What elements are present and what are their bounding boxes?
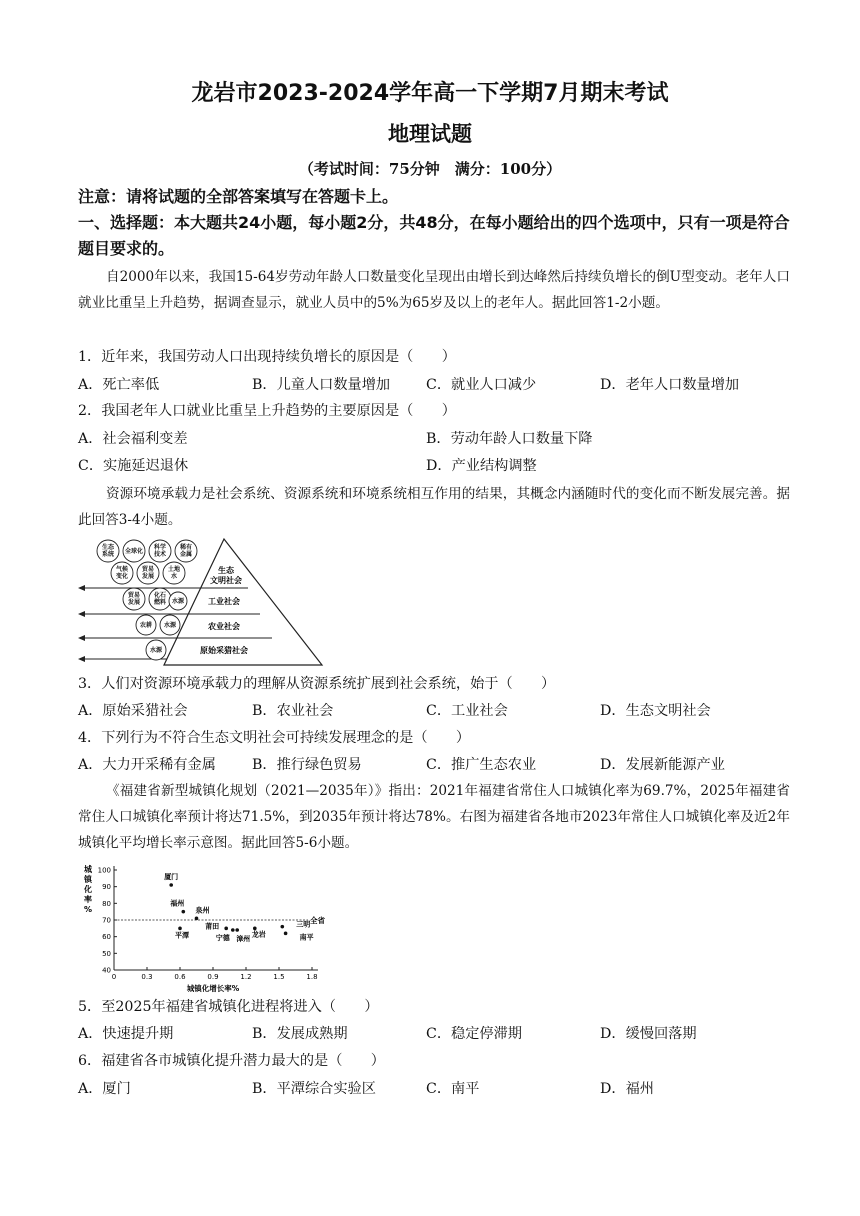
option-d[interactable]: D．产业结构调整 bbox=[426, 458, 537, 474]
option-a[interactable]: A．厦门 bbox=[78, 1081, 131, 1097]
option-c[interactable]: C．稳定停滞期 bbox=[426, 1026, 522, 1042]
subject-title: 地理试题 bbox=[388, 122, 472, 146]
data-point-福州 bbox=[182, 910, 186, 914]
passage-2: 资源环境承载力是社会系统、资源系统和环境系统相互作用的结果，其概念内涵随时代的变化而不断发展完善。据此回答3-4小题。 bbox=[78, 486, 790, 528]
option-c[interactable]: C．就业人口减少 bbox=[426, 377, 537, 393]
option-b[interactable]: B．发展成熟期 bbox=[252, 1026, 348, 1042]
svg-text:全球化: 全球化 bbox=[124, 548, 144, 555]
exam-title: 龙岩市2023-2024学年高一下学期7月期末考试 bbox=[191, 81, 669, 106]
option-a[interactable]: A．大力开采稀有金属 bbox=[78, 757, 216, 773]
option-c[interactable]: C．南平 bbox=[426, 1081, 480, 1097]
question-2: 2．我国老年人口就业比重呈上升趋势的主要原因是（ ） bbox=[78, 403, 456, 419]
x-axis-label: 城镇化增长率% bbox=[186, 984, 240, 993]
y-tick-label: 50 bbox=[102, 949, 111, 958]
option-c[interactable]: C．实施延迟退休 bbox=[78, 458, 189, 474]
question-5: 5．至2025年福建省城镇化进程将进入（ ） bbox=[78, 999, 379, 1015]
question-1-options bbox=[78, 373, 790, 397]
option-b[interactable]: B．农业社会 bbox=[252, 703, 334, 719]
question-6-options bbox=[78, 1077, 790, 1101]
option-a[interactable]: A．死亡率低 bbox=[78, 377, 160, 393]
svg-text:气候变化: 气候变化 bbox=[115, 566, 129, 580]
question-5-options bbox=[78, 1022, 790, 1046]
data-point-厦门 bbox=[169, 883, 173, 887]
passage-3: 《福建省新型城镇化规划（2021—2035年）》指出：2021年福建省常住人口城镇化率为69.7%，2025年福建省常住人口城镇化率预计将达71.5%，到2035年预计将达78%。右图为福建省各地市2023年常住人口城镇化率及近2年城镇化平均增长率示意图。据此回答5-6小题。 bbox=[78, 783, 790, 851]
question-2-options-row1 bbox=[78, 427, 790, 451]
y-tick-label: 70 bbox=[102, 916, 111, 925]
x-tick-label: 1.8 bbox=[306, 973, 318, 981]
data-label: 三明 bbox=[296, 920, 311, 929]
data-point-泉州 bbox=[195, 917, 199, 921]
passage-1: 自2000年以来，我国15-64岁劳动年龄人口数量变化呈现出由增长到达峰然后持续负增长的倒U型变动。老年人口就业比重呈上升趋势，据调查显示，就业人员中的5%为65岁及以上的老年人。据此回答1-2小题。 bbox=[78, 269, 790, 311]
data-label: 平潭 bbox=[175, 931, 189, 940]
option-b[interactable]: B．劳动年龄人口数量下降 bbox=[426, 431, 593, 447]
option-d[interactable]: D．老年人口数量增加 bbox=[600, 377, 740, 393]
data-point-漳州 bbox=[235, 928, 239, 932]
svg-text:水源: 水源 bbox=[163, 622, 177, 629]
question-3-options bbox=[78, 699, 790, 723]
option-b[interactable]: B．儿童人口数量增加 bbox=[252, 377, 391, 393]
section-heading: 一、选择题：本大题共24小题，每小题2分，共48分，在每小题给出的四个选项中，只有一项是符合题目要求的。 bbox=[78, 213, 790, 258]
question-1: 1．近年来，我国劳动人口出现持续负增长的原因是（ ） bbox=[78, 349, 456, 365]
option-a[interactable]: A．原始采猎社会 bbox=[78, 703, 188, 719]
option-d[interactable]: D．生态文明社会 bbox=[600, 703, 711, 719]
y-tick-label: 60 bbox=[102, 933, 111, 942]
x-tick-label: 0.9 bbox=[207, 973, 219, 981]
svg-text:生态系统: 生态系统 bbox=[101, 544, 115, 558]
data-point-三明 bbox=[281, 925, 285, 929]
svg-text:农耕: 农耕 bbox=[139, 622, 153, 629]
data-label: 龙岩 bbox=[251, 930, 266, 939]
data-label: 南平 bbox=[299, 933, 314, 942]
notice: 注意：请将试题的全部答案填写在答题卡上。 bbox=[78, 187, 399, 206]
option-c[interactable]: C．推广生态农业 bbox=[426, 757, 537, 773]
option-c[interactable]: C．工业社会 bbox=[426, 703, 508, 719]
x-tick-label: 1.5 bbox=[273, 973, 285, 981]
svg-text:土地水: 土地水 bbox=[167, 566, 181, 580]
option-d[interactable]: D．福州 bbox=[600, 1081, 654, 1097]
svg-text:贸易发展: 贸易发展 bbox=[127, 592, 141, 606]
arrow-head bbox=[78, 656, 85, 662]
option-a[interactable]: A．社会福利变差 bbox=[78, 431, 188, 447]
question-3: 3．人们对资源环境承载力的理解从资源系统扩展到社会系统，始于（ ） bbox=[78, 676, 556, 692]
arrow-head bbox=[78, 611, 85, 617]
data-label: 漳州 bbox=[236, 935, 251, 943]
question-4: 4．下列行为不符合生态文明社会可持续发展理念的是（ ） bbox=[78, 730, 471, 746]
svg-text:化石燃料: 化石燃料 bbox=[153, 592, 167, 606]
arrow-head bbox=[78, 635, 85, 641]
data-label: 泉州 bbox=[195, 906, 210, 915]
option-a[interactable]: A．快速提升期 bbox=[78, 1026, 174, 1042]
x-tick-label: 0.3 bbox=[141, 973, 153, 981]
svg-text:贸易发展: 贸易发展 bbox=[141, 566, 155, 580]
y-tick-label: 40 bbox=[102, 966, 111, 975]
y-tick-label: 100 bbox=[97, 866, 111, 875]
question-2-options-row2 bbox=[78, 454, 790, 478]
data-label: 福州 bbox=[170, 899, 185, 908]
exam-info: （考试时间：75分钟 满分：100分） bbox=[298, 160, 562, 178]
option-d[interactable]: D．发展新能源产业 bbox=[600, 757, 725, 773]
x-tick-label: 1.2 bbox=[240, 973, 252, 981]
data-label: 莆田 bbox=[205, 922, 220, 931]
option-b[interactable]: B．推行绿色贸易 bbox=[252, 757, 362, 773]
level-ecological: 生态文明社会 bbox=[210, 566, 242, 585]
data-point-宁德 bbox=[231, 928, 235, 932]
level-industrial: 工业社会 bbox=[208, 597, 240, 606]
svg-text:稀有金属: 稀有金属 bbox=[179, 544, 193, 558]
level-primitive: 原始采猎社会 bbox=[200, 646, 248, 655]
data-point-南平 bbox=[284, 932, 288, 936]
data-label: 宁德 bbox=[215, 934, 230, 942]
data-point-平潭 bbox=[178, 927, 182, 931]
y-tick-label: 80 bbox=[102, 899, 111, 908]
question-6: 6．福建省各市城镇化提升潜力最大的是（ ） bbox=[78, 1053, 385, 1069]
data-point-莆田 bbox=[224, 927, 228, 931]
question-4-options bbox=[78, 753, 790, 777]
y-tick-label: 90 bbox=[102, 883, 111, 892]
svg-text:水源: 水源 bbox=[171, 598, 185, 605]
urbanization-scatter-chart bbox=[76, 860, 336, 996]
x-tick-label: 0 bbox=[111, 973, 117, 981]
option-b[interactable]: B．平潭综合实验区 bbox=[252, 1081, 376, 1097]
level-agricultural: 农业社会 bbox=[208, 622, 240, 631]
option-d[interactable]: D．缓慢回落期 bbox=[600, 1026, 697, 1042]
carrying-capacity-pyramid-figure bbox=[76, 537, 326, 667]
data-label: 厦门 bbox=[164, 873, 179, 881]
y-axis-label: 城镇化率% bbox=[83, 865, 93, 914]
x-tick-label: 0.6 bbox=[174, 973, 186, 981]
reference-line-label: 全省 bbox=[310, 916, 325, 925]
svg-text:水源: 水源 bbox=[149, 647, 163, 654]
arrow-head bbox=[78, 585, 85, 591]
svg-text:科学技术: 科学技术 bbox=[153, 544, 167, 558]
